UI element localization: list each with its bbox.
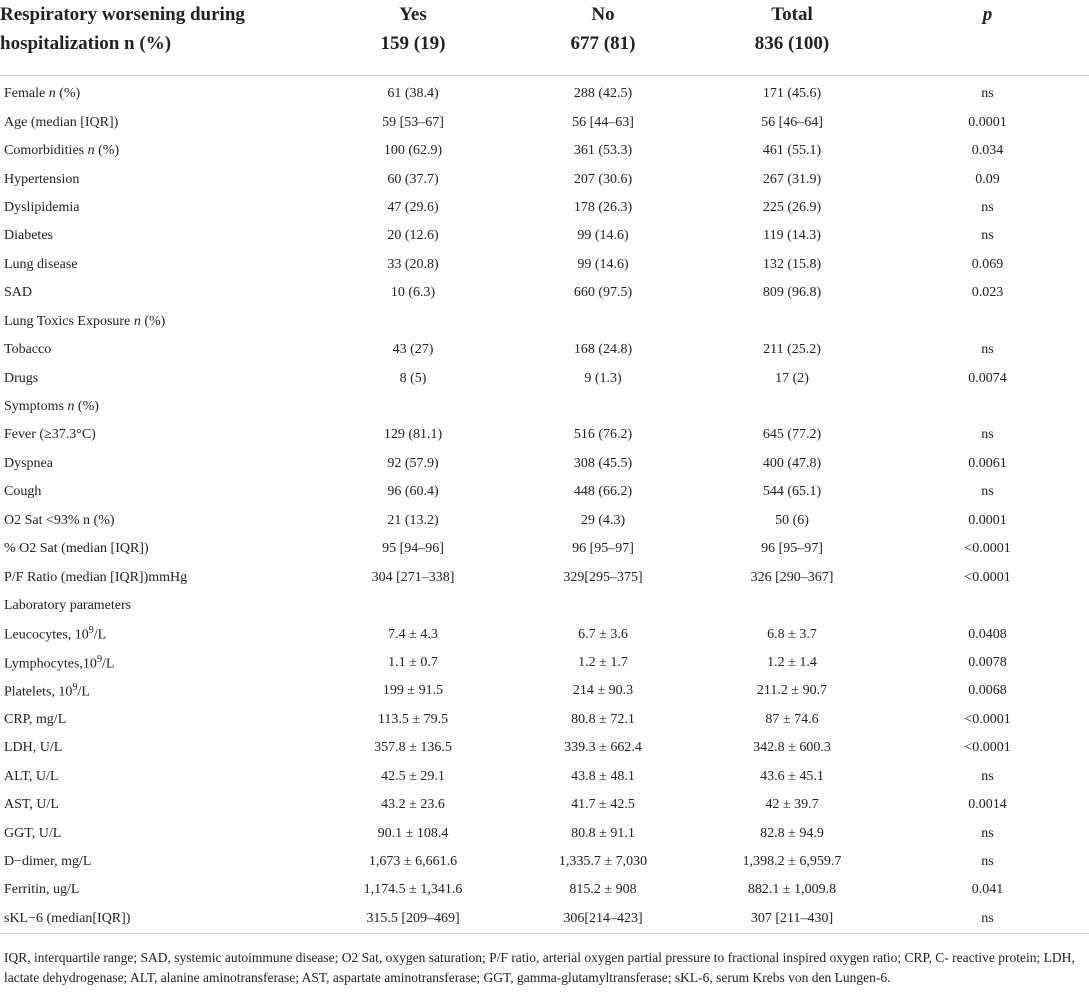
cell-p: <0.0001	[964, 569, 1011, 585]
cell-yes: 33 (20.8)	[387, 256, 439, 272]
cell-total	[698, 592, 886, 620]
row-label-n: n	[67, 399, 75, 415]
row-label	[0, 819, 318, 847]
cell-no: 178 (26.3)	[573, 199, 633, 215]
cell-yes: 1,673 ± 6,661.6	[368, 854, 458, 870]
cell-yes: 1,174.5 ± 1,341.6	[363, 882, 463, 898]
cell-no: 815.2 ± 908	[569, 882, 637, 898]
cell-p: 0.0074	[968, 370, 1007, 386]
row-label	[0, 137, 318, 165]
cell-no: 288 (42.5)	[573, 86, 633, 102]
cell-yes: 129 (81.1)	[383, 427, 443, 443]
row-label	[0, 677, 318, 705]
row-label	[0, 76, 318, 109]
cell-p: <0.0001	[964, 740, 1011, 756]
cell-no: 99 (14.6)	[577, 256, 629, 272]
cell-p	[886, 308, 1089, 336]
table-header	[0, 0, 1089, 76]
header-no-count: 677 (81)	[570, 33, 636, 54]
cell-p: <0.0001	[964, 541, 1011, 557]
header-total-title: Total	[771, 4, 813, 25]
row-label	[0, 706, 318, 734]
row-label-text: CRP, mg/L	[4, 711, 67, 727]
cell-total: 326 [290–367]	[750, 569, 834, 585]
row-label-text: Comorbidities	[4, 143, 85, 159]
cell-yes: 1.1 ± 0.7	[388, 654, 438, 670]
cell-p: 0.0408	[968, 626, 1007, 642]
table-row	[0, 592, 1089, 620]
cell-yes: 20 (12.6)	[387, 228, 439, 244]
cell-p: 0.023	[971, 285, 1004, 301]
cell-total: 225 (26.9)	[762, 199, 822, 215]
cell-yes: 10 (6.3)	[390, 285, 436, 301]
cell-yes: 199 ± 91.5	[382, 683, 444, 699]
header-no	[508, 0, 698, 76]
row-label	[0, 620, 318, 648]
cell-no: 214 ± 90.3	[572, 683, 634, 699]
cell-no: 56 [44–63]	[572, 114, 634, 130]
cell-p: ns	[981, 199, 994, 215]
cell-no: 361 (53.3)	[573, 143, 633, 159]
cell-yes: 90.1 ± 108.4	[377, 825, 449, 841]
row-label	[0, 563, 318, 591]
cell-yes: 8 (5)	[399, 370, 427, 386]
cell-total: 171 (45.6)	[762, 86, 822, 102]
cell-yes: 61 (38.4)	[387, 86, 439, 102]
table-row	[0, 336, 1089, 364]
cell-p: 0.0068	[968, 683, 1007, 699]
table-row	[0, 251, 1089, 279]
table-row	[0, 222, 1089, 250]
header-label-line1: Respiratory worsening during	[0, 4, 245, 25]
cell-total: 1,398.2 ± 6,959.7	[742, 854, 842, 870]
row-label	[0, 421, 318, 449]
row-label-text: sKL−6 (median[IQR])	[4, 910, 131, 926]
cell-p: 0.041	[971, 882, 1004, 898]
cell-total: 119 (14.3)	[763, 228, 821, 244]
cell-no: 9 (1.3)	[584, 370, 622, 386]
table-row	[0, 450, 1089, 478]
cell-no	[508, 393, 698, 421]
cell-total: 50 (6)	[775, 512, 809, 528]
row-label-text: Hypertension	[4, 171, 80, 187]
row-label	[0, 450, 318, 478]
row-label-text: Age (median [IQR])	[4, 114, 119, 130]
row-label-n: n	[87, 143, 95, 159]
row-label	[0, 763, 318, 791]
cell-no: 29 (4.3)	[580, 512, 626, 528]
header-no-title: No	[591, 4, 615, 25]
row-label	[0, 251, 318, 279]
cell-total: 56 [46–64]	[761, 114, 823, 130]
cell-no: 660 (97.5)	[573, 285, 633, 301]
row-label-text: Fever (≥37.3°C)	[4, 427, 96, 443]
row-label-text: LDH, U/L	[4, 740, 63, 756]
table-row	[0, 734, 1089, 762]
header-yes	[318, 0, 508, 76]
cell-yes: 92 (57.9)	[387, 455, 439, 471]
cell-p: 0.034	[971, 143, 1004, 159]
cell-p: 0.0078	[968, 654, 1007, 670]
row-label	[0, 222, 318, 250]
row-label-suffix: (%)	[74, 399, 99, 415]
cell-total: 96 [95–97]	[761, 541, 823, 557]
row-label-superscript: 9	[96, 653, 102, 665]
table-row	[0, 535, 1089, 563]
header-label	[0, 0, 318, 76]
cell-no: 96 [95–97]	[572, 541, 634, 557]
cell-yes: 304 [271–338]	[371, 569, 455, 585]
cell-total: 645 (77.2)	[762, 427, 822, 443]
header-p-value	[886, 0, 1089, 76]
row-label-n: n	[133, 313, 141, 329]
row-label-text: Dyspnea	[4, 455, 53, 471]
cell-no: 308 (45.5)	[573, 455, 633, 471]
table-row	[0, 706, 1089, 734]
cell-total: 17 (2)	[775, 370, 809, 386]
row-label-text: Lung disease	[4, 256, 78, 272]
cell-yes: 96 (60.4)	[387, 484, 439, 500]
row-label-n: n	[48, 86, 56, 102]
cell-no: 1,335.7 ± 7,030	[558, 854, 648, 870]
table-row	[0, 279, 1089, 307]
cell-p	[886, 592, 1089, 620]
cell-total: 132 (15.8)	[762, 256, 822, 272]
cell-total	[698, 308, 886, 336]
cell-no: 339.3 ± 662.4	[564, 740, 642, 756]
row-label	[0, 478, 318, 506]
row-label-superscript: 9	[88, 625, 94, 637]
row-label-text: O2 Sat <93% n (%)	[4, 512, 115, 528]
cell-p: ns	[886, 905, 1089, 934]
table-row	[0, 819, 1089, 847]
row-label	[0, 592, 318, 620]
cell-p: 0.0001	[968, 114, 1007, 130]
cell-no: 80.8 ± 91.1	[571, 825, 635, 841]
row-label-text: ALT, U/L	[4, 768, 59, 784]
cell-total: 82.8 ± 94.9	[760, 825, 824, 841]
cell-p: ns	[981, 825, 994, 841]
table-row	[0, 478, 1089, 506]
row-label-text: Laboratory parameters	[4, 598, 132, 614]
row-label	[0, 649, 318, 677]
row-label-suffix: (%)	[55, 86, 81, 102]
cell-yes: 47 (29.6)	[387, 199, 439, 215]
cell-p	[886, 393, 1089, 421]
table-row	[0, 876, 1089, 904]
row-label-text: Diabetes	[4, 228, 53, 244]
cell-yes: 113.5 ± 79.5	[377, 711, 449, 727]
cell-p: ns	[981, 854, 994, 870]
row-label-text: Ferritin, ug/L	[4, 882, 80, 898]
table-row	[0, 791, 1089, 819]
row-label	[0, 535, 318, 563]
row-label-text: D−dimer, mg/L	[4, 854, 92, 870]
cell-p: 0.09	[975, 171, 1000, 187]
row-label-suffix: /L	[77, 684, 90, 700]
row-label	[0, 308, 318, 336]
cell-no	[508, 308, 698, 336]
table-row	[0, 194, 1089, 222]
cell-yes	[318, 592, 508, 620]
row-label	[0, 791, 318, 819]
row-label-suffix: /L	[93, 627, 107, 643]
cell-total: 544 (65.1)	[762, 484, 822, 500]
cell-no: 306[214–423]	[508, 905, 698, 934]
cell-p: ns	[981, 768, 994, 784]
row-label-text: P/F Ratio (median [IQR])mmHg	[4, 569, 188, 585]
cell-yes: 43.2 ± 23.6	[381, 797, 445, 813]
cell-yes: 7.4 ± 4.3	[388, 626, 438, 642]
table-row	[0, 421, 1089, 449]
row-label-text: Female	[4, 86, 46, 102]
row-label-text: Lymphocytes,10	[4, 656, 97, 672]
row-label	[0, 848, 318, 876]
row-label	[0, 165, 318, 193]
cell-yes: 42.5 ± 29.1	[381, 768, 445, 784]
table-body	[0, 76, 1089, 934]
header-total-count: 836 (100)	[754, 33, 830, 54]
cell-total: 1.2 ± 1.4	[767, 654, 817, 670]
cell-no: 80.8 ± 72.1	[571, 711, 635, 727]
cell-p: 0.0014	[968, 797, 1007, 813]
cell-total	[698, 393, 886, 421]
row-label-suffix: (%)	[94, 143, 120, 159]
cell-p: 0.0061	[968, 455, 1007, 471]
cell-yes: 357.8 ± 136.5	[374, 740, 452, 756]
table-row	[0, 137, 1089, 165]
row-label	[0, 336, 318, 364]
table-row	[0, 677, 1089, 705]
cell-yes: 59 [53–67]	[382, 114, 444, 130]
cell-total: 342.8 ± 600.3	[753, 740, 831, 756]
row-label-text: GGT, U/L	[4, 825, 62, 841]
header-yes-count: 159 (19)	[380, 33, 446, 54]
row-label-text: AST, U/L	[4, 797, 59, 813]
cell-total: 211 (25.2)	[763, 342, 821, 358]
row-label-text: SAD	[4, 285, 33, 301]
table-footnote: IQR, interquartile range; SAD, systemic autoimmune disease; O2 Sat, oxygen saturation; P/F ratio, arterial oxygen partial pressure to fractional inspired oxygen ratio; CRP, C- reactive protein; LDH, lactate dehydrogenase; ALT, alanine aminotransferase; AST, aspartate aminotransferase; GGT, gamma-glutamyltransferase; sKL-6, serum Krebs von den Lungen-6.	[4, 950, 1075, 986]
cell-p: ns	[981, 342, 994, 358]
cell-total: 461 (55.1)	[762, 143, 822, 159]
cell-p: ns	[981, 86, 994, 102]
row-label-text: Symptoms	[4, 399, 64, 415]
cell-no: 168 (24.8)	[573, 342, 633, 358]
cell-yes: 95 [94–96]	[382, 541, 444, 557]
table-row	[0, 507, 1089, 535]
table-row	[0, 563, 1089, 591]
table-row	[0, 76, 1089, 109]
cell-no: 43.8 ± 48.1	[571, 768, 635, 784]
header-yes-title: Yes	[399, 4, 427, 25]
cell-yes	[318, 393, 508, 421]
row-label-suffix: /L	[101, 656, 115, 672]
cell-yes: 100 (62.9)	[383, 143, 443, 159]
cell-yes: 315.5 [209–469]	[318, 905, 508, 934]
cell-total: 400 (47.8)	[762, 455, 822, 471]
table-row	[0, 905, 1089, 934]
row-label	[0, 108, 318, 136]
table-row	[0, 364, 1089, 392]
row-label	[0, 364, 318, 392]
cell-no: 41.7 ± 42.5	[571, 797, 635, 813]
row-label-text: Cough	[4, 484, 42, 500]
cell-p: ns	[981, 427, 994, 443]
cell-total: 211.2 ± 90.7	[756, 683, 828, 699]
header-label-line2: hospitalization n (%)	[0, 33, 172, 54]
cell-total: 6.8 ± 3.7	[767, 626, 817, 642]
header-p-title: p	[982, 4, 993, 25]
cell-no: 6.7 ± 3.6	[578, 626, 628, 642]
header-total	[698, 0, 886, 76]
row-label-text: Dyslipidemia	[4, 199, 80, 215]
cell-no: 99 (14.6)	[577, 228, 629, 244]
cell-no: 1.2 ± 1.7	[578, 654, 628, 670]
row-label	[0, 734, 318, 762]
row-label	[0, 876, 318, 904]
row-label-suffix: (%)	[140, 313, 166, 329]
cell-yes	[318, 308, 508, 336]
cell-no: 329[295–375]	[563, 569, 643, 585]
table-row	[0, 649, 1089, 677]
cell-total: 267 (31.9)	[762, 171, 822, 187]
cell-total: 307 [211–430]	[698, 905, 886, 934]
table-row	[0, 393, 1089, 421]
cell-p: ns	[981, 484, 994, 500]
row-label-text: Lung Toxics Exposure	[4, 313, 131, 329]
row-label	[0, 194, 318, 222]
cell-yes: 43 (27)	[392, 342, 434, 358]
row-label	[0, 279, 318, 307]
cell-total: 882.1 ± 1,009.8	[747, 882, 837, 898]
cell-total: 87 ± 74.6	[765, 711, 819, 727]
cell-yes: 60 (37.7)	[387, 171, 439, 187]
cell-p: 0.0001	[968, 512, 1007, 528]
cell-total: 809 (96.8)	[762, 285, 822, 301]
cell-p: ns	[981, 228, 994, 244]
row-label	[0, 905, 318, 934]
table-row	[0, 308, 1089, 336]
cell-yes: 21 (13.2)	[387, 512, 439, 528]
row-label-superscript: 9	[72, 682, 78, 694]
row-label-text: % O2 Sat (median [IQR])	[4, 541, 149, 557]
row-label-text: Tobacco	[4, 342, 52, 358]
cell-no: 516 (76.2)	[573, 427, 633, 443]
table-row	[0, 763, 1089, 791]
row-label-text: Platelets, 10	[4, 684, 73, 700]
cell-no	[508, 592, 698, 620]
table-row	[0, 848, 1089, 876]
cell-total: 43.6 ± 45.1	[760, 768, 824, 784]
row-label	[0, 393, 318, 421]
table-row	[0, 108, 1089, 136]
cell-p: 0.069	[971, 256, 1004, 272]
cell-no: 207 (30.6)	[573, 171, 633, 187]
table-row	[0, 620, 1089, 648]
row-label-text: Leucocytes, 10	[4, 627, 89, 643]
row-label-text: Drugs	[4, 370, 39, 386]
row-label	[0, 507, 318, 535]
cell-total: 42 ± 39.7	[765, 797, 819, 813]
table-row	[0, 165, 1089, 193]
cell-no: 448 (66.2)	[573, 484, 633, 500]
header-row	[0, 0, 1089, 76]
cell-p: <0.0001	[964, 711, 1011, 727]
